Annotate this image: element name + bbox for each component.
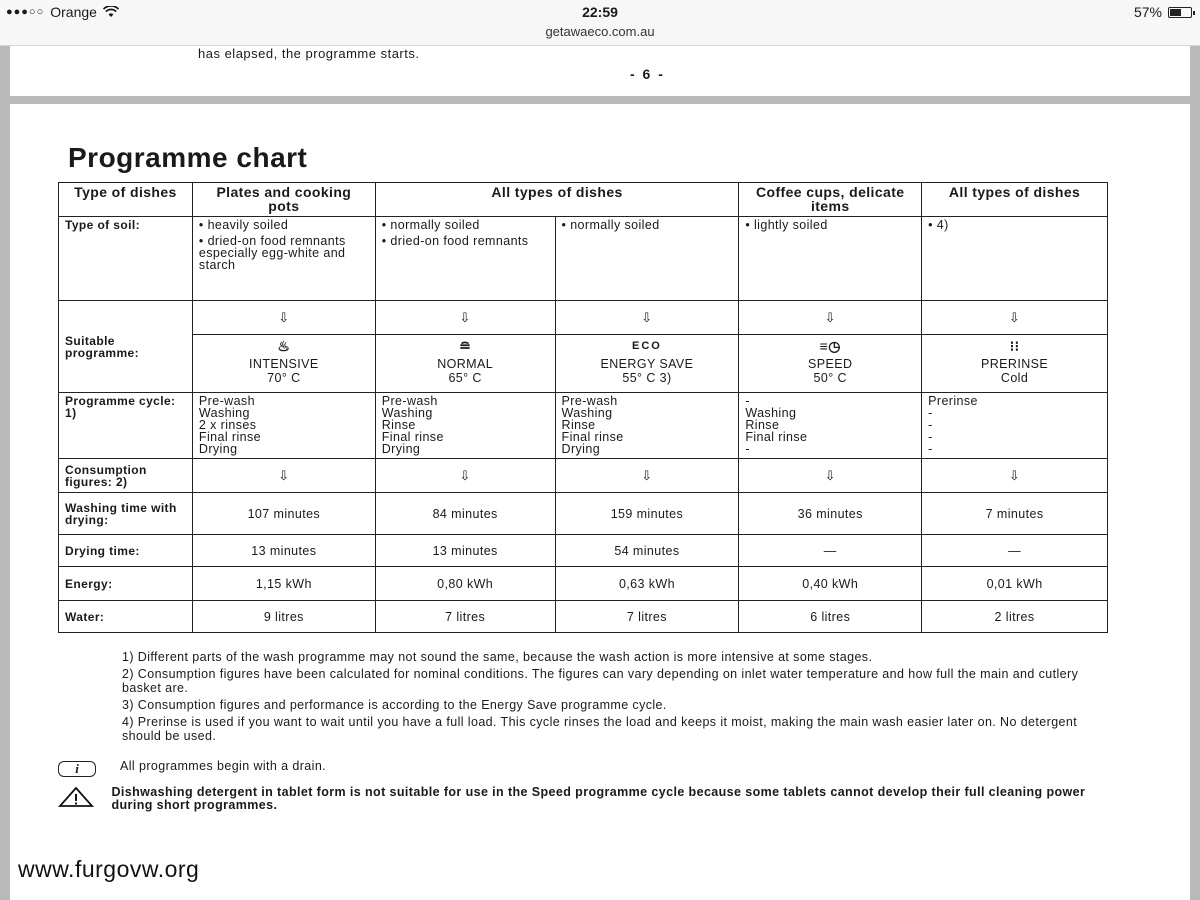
cycle-step: Final rinse: [381, 430, 444, 444]
washing-time-value: 84 minutes: [375, 493, 555, 535]
cycle-cell: [739, 393, 922, 459]
cycle-step: Rinse: [745, 418, 780, 432]
drying-time-value: 13 minutes: [375, 535, 555, 567]
water-value: 7 litres: [555, 601, 739, 633]
address-bar-url[interactable]: getawaeco.com.au: [545, 24, 655, 39]
programme-name: SPEED: [808, 357, 853, 371]
cycle-row: [59, 393, 1108, 459]
down-arrow-icon: ⇩: [922, 459, 1108, 493]
washing-time-value: 159 minutes: [555, 493, 739, 535]
energy-value: 0,63 kWh: [555, 567, 739, 601]
warning-triangle-icon: [58, 786, 94, 808]
prerinse-spray-icon: ⁝⁝: [1009, 338, 1020, 354]
cycle-step: Washing: [381, 406, 433, 420]
washing-time-value: 7 minutes: [922, 493, 1108, 535]
programme-cycle-label: Programme cycle: 1): [59, 393, 193, 459]
info-text: All programmes begin with a drain.: [120, 759, 327, 773]
cycle-step: Rinse: [381, 418, 416, 432]
water-value: 9 litres: [192, 601, 375, 633]
cycle-step: Drying: [381, 442, 421, 456]
soil-item: • normally soiled: [381, 218, 480, 232]
cycle-step: -: [745, 442, 750, 456]
cycle-step: Drying: [561, 442, 601, 456]
programme-chart-table: [58, 182, 1108, 633]
type-of-soil-label: Type of soil:: [59, 217, 193, 301]
consumption-row: [59, 459, 1108, 493]
cycle-step: Final rinse: [561, 430, 624, 444]
soil-item: • 4): [928, 218, 949, 232]
dish-type-cell: All types of dishes: [922, 183, 1108, 217]
soil-item: • lightly soiled: [745, 218, 828, 232]
drying-time-value: —: [922, 535, 1108, 567]
programme-name: INTENSIVE: [249, 357, 319, 371]
down-arrow-icon: ⇩: [375, 459, 555, 493]
battery-status: [1134, 4, 1192, 20]
watermark: www.furgovw.org: [18, 856, 200, 882]
programme-temp: Cold: [1000, 371, 1029, 385]
soil-item: • normally soiled: [561, 218, 660, 232]
programme-temp: 70° C: [267, 371, 301, 385]
programme-name: ENERGY SAVE: [600, 357, 694, 371]
cycle-step: -: [928, 418, 933, 432]
water-label: Water:: [59, 601, 193, 633]
cycle-step: -: [928, 406, 933, 420]
cycle-step: -: [928, 430, 933, 444]
previous-page-tail-text: has elapsed, the programme starts.: [198, 46, 420, 61]
cycle-step: Drying: [198, 442, 238, 456]
drying-time-value: 54 minutes: [555, 535, 739, 567]
cycle-step: Prerinse: [928, 394, 978, 408]
clock: 22:59: [582, 4, 618, 20]
soil-cell-normal: [375, 217, 555, 301]
eco-text-icon: ECO: [632, 340, 662, 352]
programme-speed: [739, 335, 922, 393]
notices: [58, 760, 1098, 821]
normal-plates-icon: ≘: [459, 338, 472, 354]
cycle-cell: [555, 393, 739, 459]
programme-row: [59, 335, 1108, 393]
cycle-step: Final rinse: [745, 430, 808, 444]
programme-temp: 50° C: [813, 371, 847, 385]
water-value: 7 litres: [375, 601, 555, 633]
dish-type-row: [59, 183, 1108, 217]
drying-time-value: 13 minutes: [192, 535, 375, 567]
programme-name: NORMAL: [437, 357, 494, 371]
speed-clock-icon: ≡◷: [819, 338, 841, 354]
cycle-cell: [922, 393, 1108, 459]
down-arrow-icon: ⇩: [739, 459, 922, 493]
suitable-arrow-row: [59, 301, 1108, 335]
cycle-step: -: [745, 394, 750, 408]
cycle-cell: [192, 393, 375, 459]
footnote: 3) Consumption figures and performance is according to the Energy Save programme cycle.: [122, 698, 667, 712]
warning-text: Dishwashing detergent in tablet form is not suitable for use in the Speed programme cycle because some tablets cannot develop their full cleaning power during short programmes.: [111, 785, 1086, 812]
dish-type-cell: Plates and cooking pots: [192, 183, 375, 217]
programme-temp: 65° C: [448, 371, 482, 385]
previous-page-fragment: [10, 46, 1190, 96]
down-arrow-icon: ⇩: [555, 459, 739, 493]
soil-cell-eco: [555, 217, 739, 301]
status-bar: [0, 0, 1200, 46]
programme-energy-save: [555, 335, 739, 393]
washing-time-label: Washing time with drying:: [59, 493, 193, 535]
battery-icon: [1168, 7, 1192, 18]
programme-intensive: [192, 335, 375, 393]
energy-row: [59, 567, 1108, 601]
battery-percent: 57%: [1133, 4, 1162, 20]
info-notice: [58, 760, 1098, 778]
cycle-step: 2 x rinses: [198, 418, 257, 432]
info-icon: i: [58, 761, 96, 777]
cycle-step: Pre-wash: [198, 394, 255, 408]
type-of-dishes-label: Type of dishes: [59, 183, 193, 217]
footnote: 1) Different parts of the wash programme may not sound the same, because the wash action is more intensive at some stages.: [122, 650, 873, 664]
footnote: 4) Prerinse is used if you want to wait until you have a full load. This cycle rinses the load and keeps it moist, making the main wash easier later on. No detergent should be used.: [122, 715, 1078, 743]
energy-label: Energy:: [59, 567, 193, 601]
washing-time-row: [59, 493, 1108, 535]
down-arrow-icon: ⇩: [739, 301, 922, 335]
soil-cell-prerinse: [922, 217, 1108, 301]
water-row: [59, 601, 1108, 633]
dish-type-cell: All types of dishes: [375, 183, 739, 217]
cycle-cell: [375, 393, 555, 459]
warning-notice: [58, 786, 1098, 813]
down-arrow-icon: ⇩: [555, 301, 739, 335]
energy-value: 0,40 kWh: [739, 567, 922, 601]
water-value: 2 litres: [922, 601, 1108, 633]
signal-strength-icon: ●●●○○: [6, 6, 45, 18]
soil-cell-intensive: [192, 217, 375, 301]
down-arrow-icon: ⇩: [375, 301, 555, 335]
dish-type-cell: Coffee cups, delicate items: [739, 183, 922, 217]
drying-time-row: [59, 535, 1108, 567]
suitable-programme-label: Suitable programme:: [59, 301, 193, 393]
energy-value: 0,01 kWh: [922, 567, 1108, 601]
soil-item: • heavily soiled: [198, 218, 289, 232]
page-number: - 6 -: [630, 66, 665, 82]
cycle-step: Rinse: [561, 418, 596, 432]
consumption-figures-label: Consumption figures: 2): [59, 459, 193, 493]
programme-name: PRERINSE: [981, 357, 1049, 371]
washing-time-value: 36 minutes: [739, 493, 922, 535]
water-value: 6 litres: [739, 601, 922, 633]
down-arrow-icon: ⇩: [192, 301, 375, 335]
footnote: 2) Consumption figures have been calculated for nominal conditions. The figures can vary depending on inlet water temperature and how full the main and cutlery basket are.: [122, 667, 1079, 695]
cycle-step: Pre-wash: [561, 394, 618, 408]
drying-time-value: —: [739, 535, 922, 567]
footnotes: [122, 650, 1102, 746]
soil-item: • dried-on food remnants especially egg-white and starch: [198, 234, 346, 272]
cycle-step: Washing: [198, 406, 250, 420]
cycle-step: Pre-wash: [381, 394, 438, 408]
programme-normal: [375, 335, 555, 393]
soil-item: • dried-on food remnants: [381, 234, 529, 248]
cycle-step: -: [928, 442, 933, 456]
down-arrow-icon: ⇩: [192, 459, 375, 493]
soil-row: [59, 217, 1108, 301]
down-arrow-icon: ⇩: [922, 301, 1108, 335]
energy-value: 1,15 kWh: [192, 567, 375, 601]
washing-time-value: 107 minutes: [192, 493, 375, 535]
intensive-pot-icon: ♨: [277, 338, 291, 354]
soil-cell-speed: [739, 217, 922, 301]
cycle-step: Washing: [561, 406, 613, 420]
carrier-name: Orange: [50, 4, 97, 20]
cycle-step: Final rinse: [198, 430, 261, 444]
page-title: Programme chart: [68, 142, 308, 173]
document-page: [10, 104, 1190, 900]
drying-time-label: Drying time:: [59, 535, 193, 567]
programme-prerinse: [922, 335, 1108, 393]
cycle-step: Washing: [745, 406, 797, 420]
energy-value: 0,80 kWh: [375, 567, 555, 601]
programme-temp: 55° C 3): [622, 371, 672, 385]
